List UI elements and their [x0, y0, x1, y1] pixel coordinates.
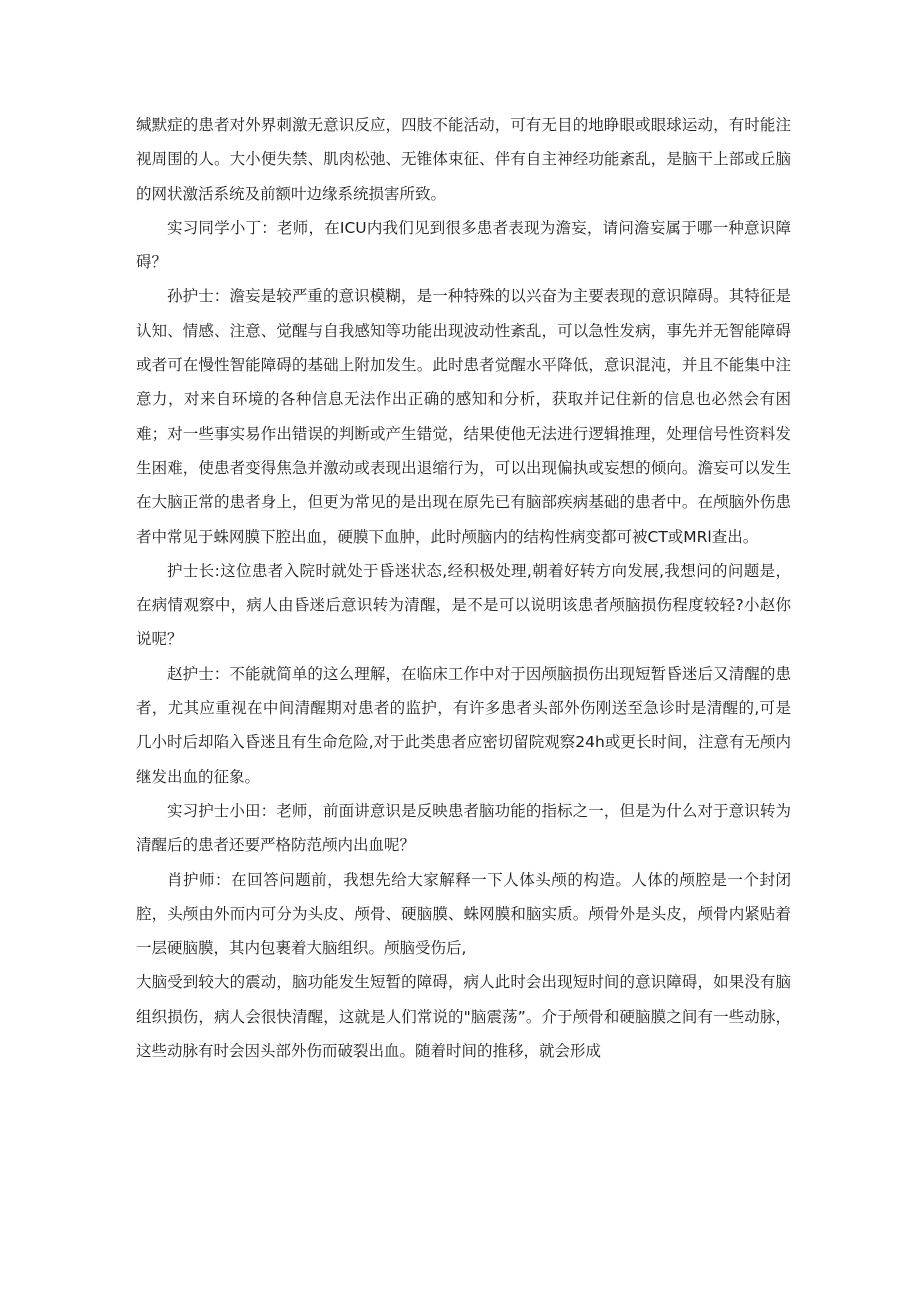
paragraph-5: 赵护士：不能就简单的这么理解，在临床工作中对于因颅脑损伤出现短暂昏迷后又清醒的患者，尤其应重视在中间清醒期对患者的监护，有许多患者头部外伤刚送至急诊时是清醒的,可是几小时后却陷入昏迷且有生命危险,对于此类患者应密切留院观察24h或更长时间，注意有无颅内继发出血的征象。: [136, 664, 791, 786]
paragraph-3: 孙护士：澹妄是较严重的意识模糊，是一种特殊的以兴奋为主要表现的意识障碍。其特征是认知、情感、注意、觉醒与自我感知等功能出现波动性紊乱，可以急性发病，事先并无智能障碍或者可在慢性智能障碍的基础上附加发生。此时患者觉醒水平降低，意识混沌，并且不能集中注意力，对来自环境的各种信息无法作出正确的感知和分析，获取并记住新的信息也必然会有困难；对一些事实易作出错误的判断或产生错觉，结果使他无法进行逻辑推理，处理信号性资料发生困难，使患者变得焦急并激动或表现出退缩行为，可以出现偏执或妄想的倾向。澹妄可以发生在大脑正常的患者身上，但更为常见的是出现在原先已有脑部疾病基础的患者中。在颅脑外伤患者中常见于蛛网膜下腔出血，硬膜下血肿，此时颅脑内的结构性病变都可被CT或MRl查出。: [136, 287, 791, 546]
paragraph-8: 大脑受到较大的震动，脑功能发生短暂的障碍，病人此时会出现短时间的意识障碍，如果没有脑组织损伤，病人会很快清醒，这就是人们常说的"脑震荡”。介于颅骨和硬脑膜之间有一些动脉，这些动脉有时会因头部外伤而破裂出血。随着时间的推移，就会形成: [136, 973, 791, 1061]
paragraph-6: 实习护士小田：老师，前面讲意识是反映患者脑功能的指标之一，但是为什么对于意识转为清醒后的患者还要严格防范颅内出血呢？: [136, 801, 791, 855]
document-body: [136, 108, 791, 1068]
paragraph-4: 护士长:这位患者入院时就处于昏迷状态,经积极处理,朝着好转方向发展,我想问的问题是，在病情观察中，病人由昏迷后意识转为清醒，是不是可以说明该患者颅脑损伤程度较轻?小赵你说呢？: [136, 561, 791, 649]
paragraph-1: 缄默症的患者对外界刺激无意识反应，四肢不能活动，可有无目的地睁眼或眼球运动，有时能注视周围的人。大小便失禁、肌肉松弛、无锥体束征、伴有自主神经功能紊乱，是脑干上部或丘脑的网状激活系统及前额叶边缘系统损害所致。: [136, 116, 791, 203]
paragraph-7: 肖护师：在回答问题前，我想先给大家解释一下人体头颅的构造。人体的颅腔是一个封闭腔，头颅由外而内可分为头皮、颅骨、硬脑膜、蛛网膜和脑实质。颅骨外是头皮，颅骨内紧贴着一层硬脑膜，其内包裹着大脑组织。颅脑受伤后,: [136, 870, 791, 958]
paragraph-2: 实习同学小丁：老师，在ICU内我们见到很多患者表现为澹妄，请问澹妄属于哪一种意识障碍？: [136, 218, 791, 272]
